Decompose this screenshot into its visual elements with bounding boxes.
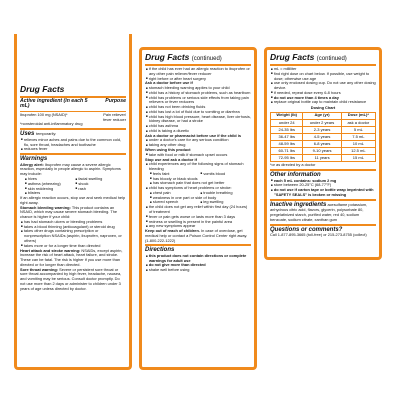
do-not-use-item: ■ right before or after heart surgery [145, 77, 251, 82]
ask-doctor-item: ■ child has lost a lot of fluid due to vomiting or diarrhea [145, 110, 251, 115]
divider [270, 169, 376, 171]
table-cell: 11 years [303, 155, 341, 162]
table-cell: 24-35 lbs [271, 127, 303, 134]
inactive-ingredients [270, 202, 376, 223]
stomach-bleeding-warning [20, 206, 126, 220]
uses-item: ■ reduces fever [20, 147, 126, 152]
table-cell: 7.5 mL [341, 134, 375, 141]
purpose-value: Pain reliever/ fever reducer [103, 111, 126, 122]
keep-out-lead: Keep out of reach of children. [145, 228, 200, 234]
sign-item: ■ has bloody or black stools [150, 177, 251, 182]
heart-attack-warning [20, 249, 126, 268]
sign-item: ■ trouble breathing [201, 191, 252, 196]
table-cell: 12.5 mL [341, 148, 375, 155]
drug-facts-panel-3-content [270, 52, 376, 255]
directions-item: ■ shake well before using [145, 268, 251, 273]
sore-throat-lead: Sore throat warning: [20, 266, 59, 272]
heart-symptoms-item: ■ child has symptoms of heart problems or stroke: [145, 186, 251, 191]
ask-doctor-item: ■ child has asthma [145, 124, 251, 129]
sign-item: ■ vomits blood [201, 172, 252, 177]
other-info-item: ■ store between 20-25°C (68-77°F) [270, 183, 376, 188]
table-cell: ask a doctor [341, 119, 375, 126]
table-header-cell: Age (yr) [303, 112, 341, 119]
stomach-item: ■ takes more or for a longer time than directed [20, 244, 126, 249]
other-information-heading: Other information [270, 172, 321, 179]
other-info-item: ■ do not use if carton tape or bottle wrap imprinted with "SAFETY SEALS" is broken or missing [270, 188, 376, 198]
divider [270, 199, 376, 201]
ask-doctor-item: ■ child is taking a diuretic [145, 129, 251, 134]
table-cell: 48-59 lbs [271, 141, 303, 148]
allergy-alert-text: Ibuprofen may cause a severe allergic reaction, especially in people allergic to aspirin. Symptoms may include: [20, 161, 121, 177]
drug-facts-panel-1 [14, 34, 132, 370]
table-row [271, 127, 376, 134]
heart-warning-lead: Heart attack and stroke warning: [20, 247, 81, 253]
directions-item: ■ do not give more than directed [145, 263, 251, 268]
warnings-heading: Warnings [20, 156, 48, 163]
drug-facts-continued-title [270, 52, 376, 63]
directions-heading: Directions [145, 247, 175, 254]
drug-facts-continued-title [145, 52, 251, 63]
table-cell: under 24 [271, 119, 303, 126]
other-info-item: ■ each 5 mL contains: sodium 2 mg [270, 179, 376, 184]
sign-item: ■ feels faint [150, 172, 201, 177]
sign-item: ■ weakness in one part or side of body [150, 196, 251, 201]
ask-pharmacist-item: ■ under a doctor's care for any serious condition [145, 138, 251, 143]
table-row [271, 134, 376, 141]
do-not-use-item: ■ if the child has ever had an allergic reaction to ibuprofen or any other pain reliever/fever reducer [145, 67, 251, 77]
allergy-after-text: If an allergic reaction occurs, stop use and seek medical help right away. [20, 195, 126, 205]
sign-item: ■ leg swelling [201, 200, 252, 205]
ask-doctor-heading: Ask a doctor before use if [145, 80, 193, 86]
symptom-item: ■ hives [25, 177, 76, 182]
keep-out-text: In case of overdose, get medical help or contact a Poison Control Center right away. (1-800-222-1222) [145, 228, 248, 243]
purpose-heading: Purpose [105, 97, 126, 104]
allergy-alert-lead: Allergy alert: [20, 161, 44, 167]
sore-throat-warning [20, 268, 126, 292]
symptom-item: ■ facial swelling [76, 177, 127, 182]
table-header-cell: Dose (mL)* [341, 112, 375, 119]
stop-use-item: ■ the child does not get any relief within first day (24 hours) of treatment [145, 205, 251, 215]
drug-facts-panel-3 [264, 47, 382, 260]
questions-text: Call 1-877-895-3665 (toll-free) or 215-273-8755 (collect) [270, 232, 367, 238]
stop-use-item: ■ fever or pain gets worse or lasts more than 3 days [145, 215, 251, 220]
ask-pharmacist-heading: Ask a doctor or pharmacist before use if the child is [145, 132, 241, 138]
divider [145, 244, 251, 246]
divider [20, 128, 126, 130]
ask-doctor-item: ■ child has a history of stomach problems, such as heartburn [145, 91, 251, 96]
stop-use-item: ■ redness or swelling is present in the painful area [145, 220, 251, 225]
sign-item: ■ slurred speech [150, 200, 201, 205]
stomach-item: ■ takes other drugs containing prescription or nonprescription NSAIDs (aspirin, ibuprofen, naproxen, or others) [20, 229, 126, 243]
ask-pharmacist-item: ■ taking any other drug [145, 143, 251, 148]
sore-throat-text: Severe or persistent sore throat or sore throat accompanied by high fever, headache, nausea, and vomiting may be serious. Consult doctor promptly. Do not use more than 2 days or administer to children under 3 years of age unless directed by doctor. [20, 266, 122, 291]
table-cell: 5 mL [341, 127, 375, 134]
stomach-warning-text: This product contains an NSAID, which may cause severe stomach bleeding. The chance is higher if your child: [20, 204, 118, 220]
uses-subtitle: temporarily: [36, 131, 57, 137]
stomach-item: ■ takes a blood thinning (anticoagulant) or steroid drug [20, 225, 126, 230]
heart-warning-text: NSAIDs, except aspirin, increase the risk of heart attack, heart failure, and stroke. These can be fatal. The risk is higher if you use more than directed or for longer than directed. [20, 247, 123, 267]
table-cell: 36-47 lbs [271, 134, 303, 141]
dosing-chart-table [270, 112, 376, 162]
drug-facts-panel-2 [139, 47, 257, 370]
symptom-item: ■ skin reddening [25, 187, 76, 192]
active-ingredient-heading: Active ingredient (in each 5 mL) [20, 97, 88, 110]
directions-item: ■ if needed, repeat dose every 6-8 hours [270, 91, 376, 96]
nsaid-footnote: *nonsteroidal anti-inflammatory drug [20, 121, 83, 127]
table-cell: 72-95 lbs [271, 155, 303, 162]
inactive-ingredients-text: acesulfame potassium, anhydrous citric acid, flavors, glycerin, polysorbate 80, pregelatinized starch, purified water, red 40, sodium benzoate, sodium citrate, xanthan gum [270, 201, 368, 222]
inactive-ingredients-heading: Inactive ingredients [270, 201, 327, 208]
dosing-chart-footnote: *or as directed by a doctor [270, 162, 316, 168]
drug-facts-title: Drug Facts [145, 52, 190, 62]
table-row [271, 148, 376, 155]
table-cell: 10 mL [341, 141, 375, 148]
divider [270, 224, 376, 226]
divider [20, 153, 126, 155]
table-cell: 15 mL [341, 155, 375, 162]
ask-doctor-item: ■ stomach bleeding warning applies to your child [145, 86, 251, 91]
drug-facts-panel-1-content [20, 84, 126, 365]
ask-doctor-item: ■ child has problems or serious side effects from taking pain relievers or fever reducers [145, 96, 251, 106]
drug-facts-panel-2-content [145, 52, 251, 365]
active-ingredient-header [20, 99, 126, 110]
table-cell: 6-8 years [303, 141, 341, 148]
uses-item: ■ relieves minor aches and pains due to the common cold, flu, sore throat, headaches and toothache [20, 138, 126, 148]
keep-out-of-reach [145, 229, 251, 243]
directions-item: ■ mL = milliliter [270, 67, 376, 72]
uses-title: Uses [20, 131, 35, 138]
allergy-alert [20, 163, 126, 177]
symptom-item: ■ asthma (wheezing) [25, 182, 76, 187]
directions-item: ■ do not use more than 4 times a day [270, 96, 376, 101]
stomach-warning-lead: Stomach bleeding warning: [20, 204, 71, 210]
symptom-item: ■ shock [76, 182, 127, 187]
dosing-chart-title: Dosing Chart [310, 105, 336, 111]
continued-label: (continued) [191, 56, 222, 62]
stop-use-item: ■ any new symptoms appear [145, 224, 251, 229]
ask-doctor-item: ■ child has high blood pressure, heart disease, liver cirrhosis, kidney disease, or had a stroke [145, 115, 251, 125]
stomach-item: ■ has had stomach ulcers or bleeding problems [20, 220, 126, 225]
dosing-chart-header-row [271, 112, 376, 119]
questions-heading: Questions or comments? [270, 226, 343, 233]
sign-item: ■ chest pain [150, 191, 201, 196]
table-cell: 2-3 years [303, 127, 341, 134]
table-cell: 9-10 years [303, 148, 341, 155]
table-row [271, 141, 376, 148]
table-row [271, 155, 376, 162]
ask-doctor-item: ■ child has not been drinking fluids [145, 105, 251, 110]
table-cell: 4-5 years [303, 134, 341, 141]
directions-item: ■ replace original bottle cap to maintain child resistance [270, 100, 376, 105]
stop-use-heading: Stop use and ask a doctor if [145, 156, 197, 162]
table-header-cell: Weight (lb) [271, 112, 303, 119]
symptom-item: ■ rash [76, 187, 127, 192]
drug-facts-title: Drug Facts [20, 84, 65, 94]
drug-facts-title: Drug Facts [270, 52, 315, 62]
table-row [271, 119, 376, 126]
sign-item: ■ has stomach pain that does not get better [150, 181, 251, 186]
heart-signs-list [145, 191, 251, 205]
bleeding-signs-list [145, 172, 251, 186]
when-using-heading: When using this product [145, 147, 191, 153]
symptom-item: ■ blisters [25, 191, 76, 196]
directions-item: ■ this product does not contain directions or complete warnings for adult use [145, 254, 251, 264]
when-using-item: ■ take with food or milk if stomach upset occurs [145, 153, 251, 158]
table-cell: under 2 years [303, 119, 341, 126]
directions-item: ■ find right dose on chart below. If possible, use weight to dose; otherwise use age [270, 72, 376, 82]
continued-label: (continued) [316, 56, 347, 62]
table-cell: 60-71 lbs [271, 148, 303, 155]
allergy-symptoms-list [20, 177, 126, 196]
stop-use-item: ■ child experiences any of the following signs of stomach bleeding [145, 162, 251, 172]
directions-item: ■ use only enclosed dosing cup. Do not use any other dosing device. [270, 81, 376, 91]
active-ingredient-value: Ibuprofen 100 mg (NSAID)* [20, 111, 68, 117]
